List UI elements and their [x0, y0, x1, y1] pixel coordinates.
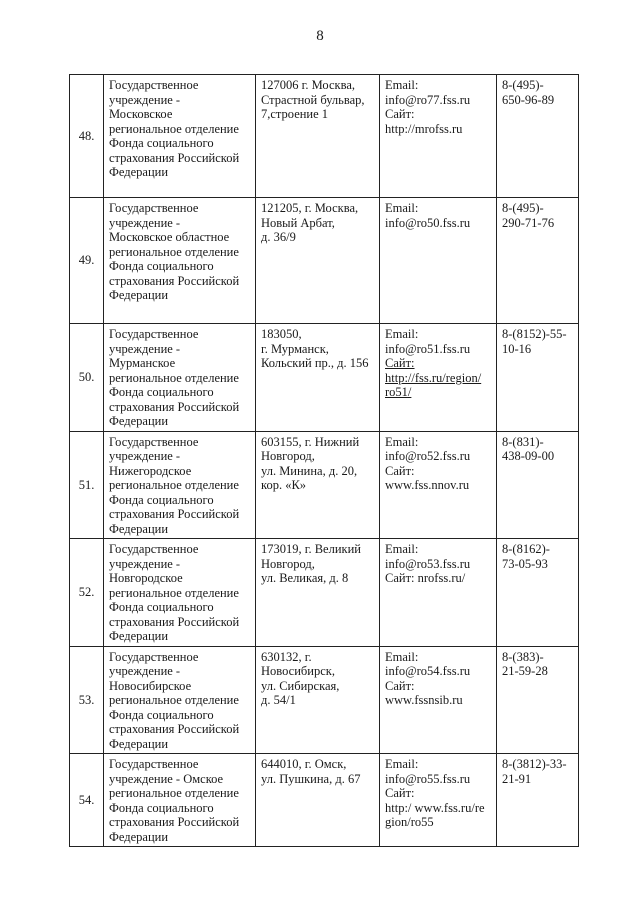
contacts [380, 324, 497, 432]
phone: 8-(495)- 650-96-89 [497, 75, 579, 198]
organization-name: Государственное учреждение - Новосибирское региональное отделение Фонда социального страхования Российской Федерации [104, 646, 256, 754]
row-number: 49. [70, 198, 104, 324]
address: 121205, г. Москва, Новый Арбат, д. 36/9 [256, 198, 380, 324]
address: 183050, г. Мурманск, Кольский пр., д. 156 [256, 324, 380, 432]
table-row [70, 198, 579, 324]
address: 603155, г. Нижний Новгород, ул. Минина, д. 20, кор. «К» [256, 431, 380, 539]
row-number: 51. [70, 431, 104, 539]
phone: 8-(3812)-33- 21-91 [497, 754, 579, 847]
contacts: Email: info@ro53.fss.ru Сайт: nrofss.ru/ [380, 539, 497, 647]
organization-name: Государственное учреждение - Омское региональное отделение Фонда социального страхования Российской Федерации [104, 754, 256, 847]
row-number: 50. [70, 324, 104, 432]
row-number: 54. [70, 754, 104, 847]
site-link[interactable]: http://fss.ru/region/ ro51/ [385, 370, 482, 399]
row-number: 52. [70, 539, 104, 647]
table-row [70, 646, 579, 754]
email: Email: info@ro51.fss.ru [385, 327, 471, 356]
table-row [70, 75, 579, 198]
phone: 8-(8162)- 73-05-93 [497, 539, 579, 647]
table-row [70, 539, 579, 647]
row-number: 48. [70, 75, 104, 198]
address: 173019, г. Великий Новгород, ул. Великая, д. 8 [256, 539, 380, 647]
site-label: Сайт: [385, 356, 415, 370]
organization-name: Государственное учреждение - Московское региональное отделение Фонда социального страхования Российской Федерации [104, 75, 256, 198]
contacts: Email: info@ro50.fss.ru [380, 198, 497, 324]
address: 127006 г. Москва, Страстной бульвар, 7,строение 1 [256, 75, 380, 198]
organization-name: Государственное учреждение - Нижегородское региональное отделение Фонда социального страхования Российской Федерации [104, 431, 256, 539]
contacts: Email: info@ro54.fss.ru Сайт: www.fssnsib.ru [380, 646, 497, 754]
organization-name: Государственное учреждение - Московское областное региональное отделение Фонда социального страхования Российской Федерации [104, 198, 256, 324]
contacts: Email: info@ro77.fss.ru Сайт: http://mrofss.ru [380, 75, 497, 198]
regional-offices-table [69, 74, 579, 847]
contacts: Email: info@ro52.fss.ru Сайт: www.fss.nnov.ru [380, 431, 497, 539]
table-row [70, 324, 579, 432]
phone: 8-(8152)-55- 10-16 [497, 324, 579, 432]
contacts: Email: info@ro55.fss.ru Сайт: http:/ www.fss.ru/re gion/ro55 [380, 754, 497, 847]
table-row [70, 754, 579, 847]
organization-name: Государственное учреждение - Мурманское региональное отделение Фонда социального страхования Российской Федерации [104, 324, 256, 432]
phone: 8-(831)- 438-09-00 [497, 431, 579, 539]
table-row [70, 431, 579, 539]
row-number: 53. [70, 646, 104, 754]
organization-name: Государственное учреждение - Новгородское региональное отделение Фонда социального страхования Российской Федерации [104, 539, 256, 647]
phone: 8-(383)- 21-59-28 [497, 646, 579, 754]
address: 644010, г. Омск, ул. Пушкина, д. 67 [256, 754, 380, 847]
phone: 8-(495)- 290-71-76 [497, 198, 579, 324]
page-number: 8 [316, 28, 324, 44]
address: 630132, г. Новосибирск, ул. Сибирская, д. 54/1 [256, 646, 380, 754]
